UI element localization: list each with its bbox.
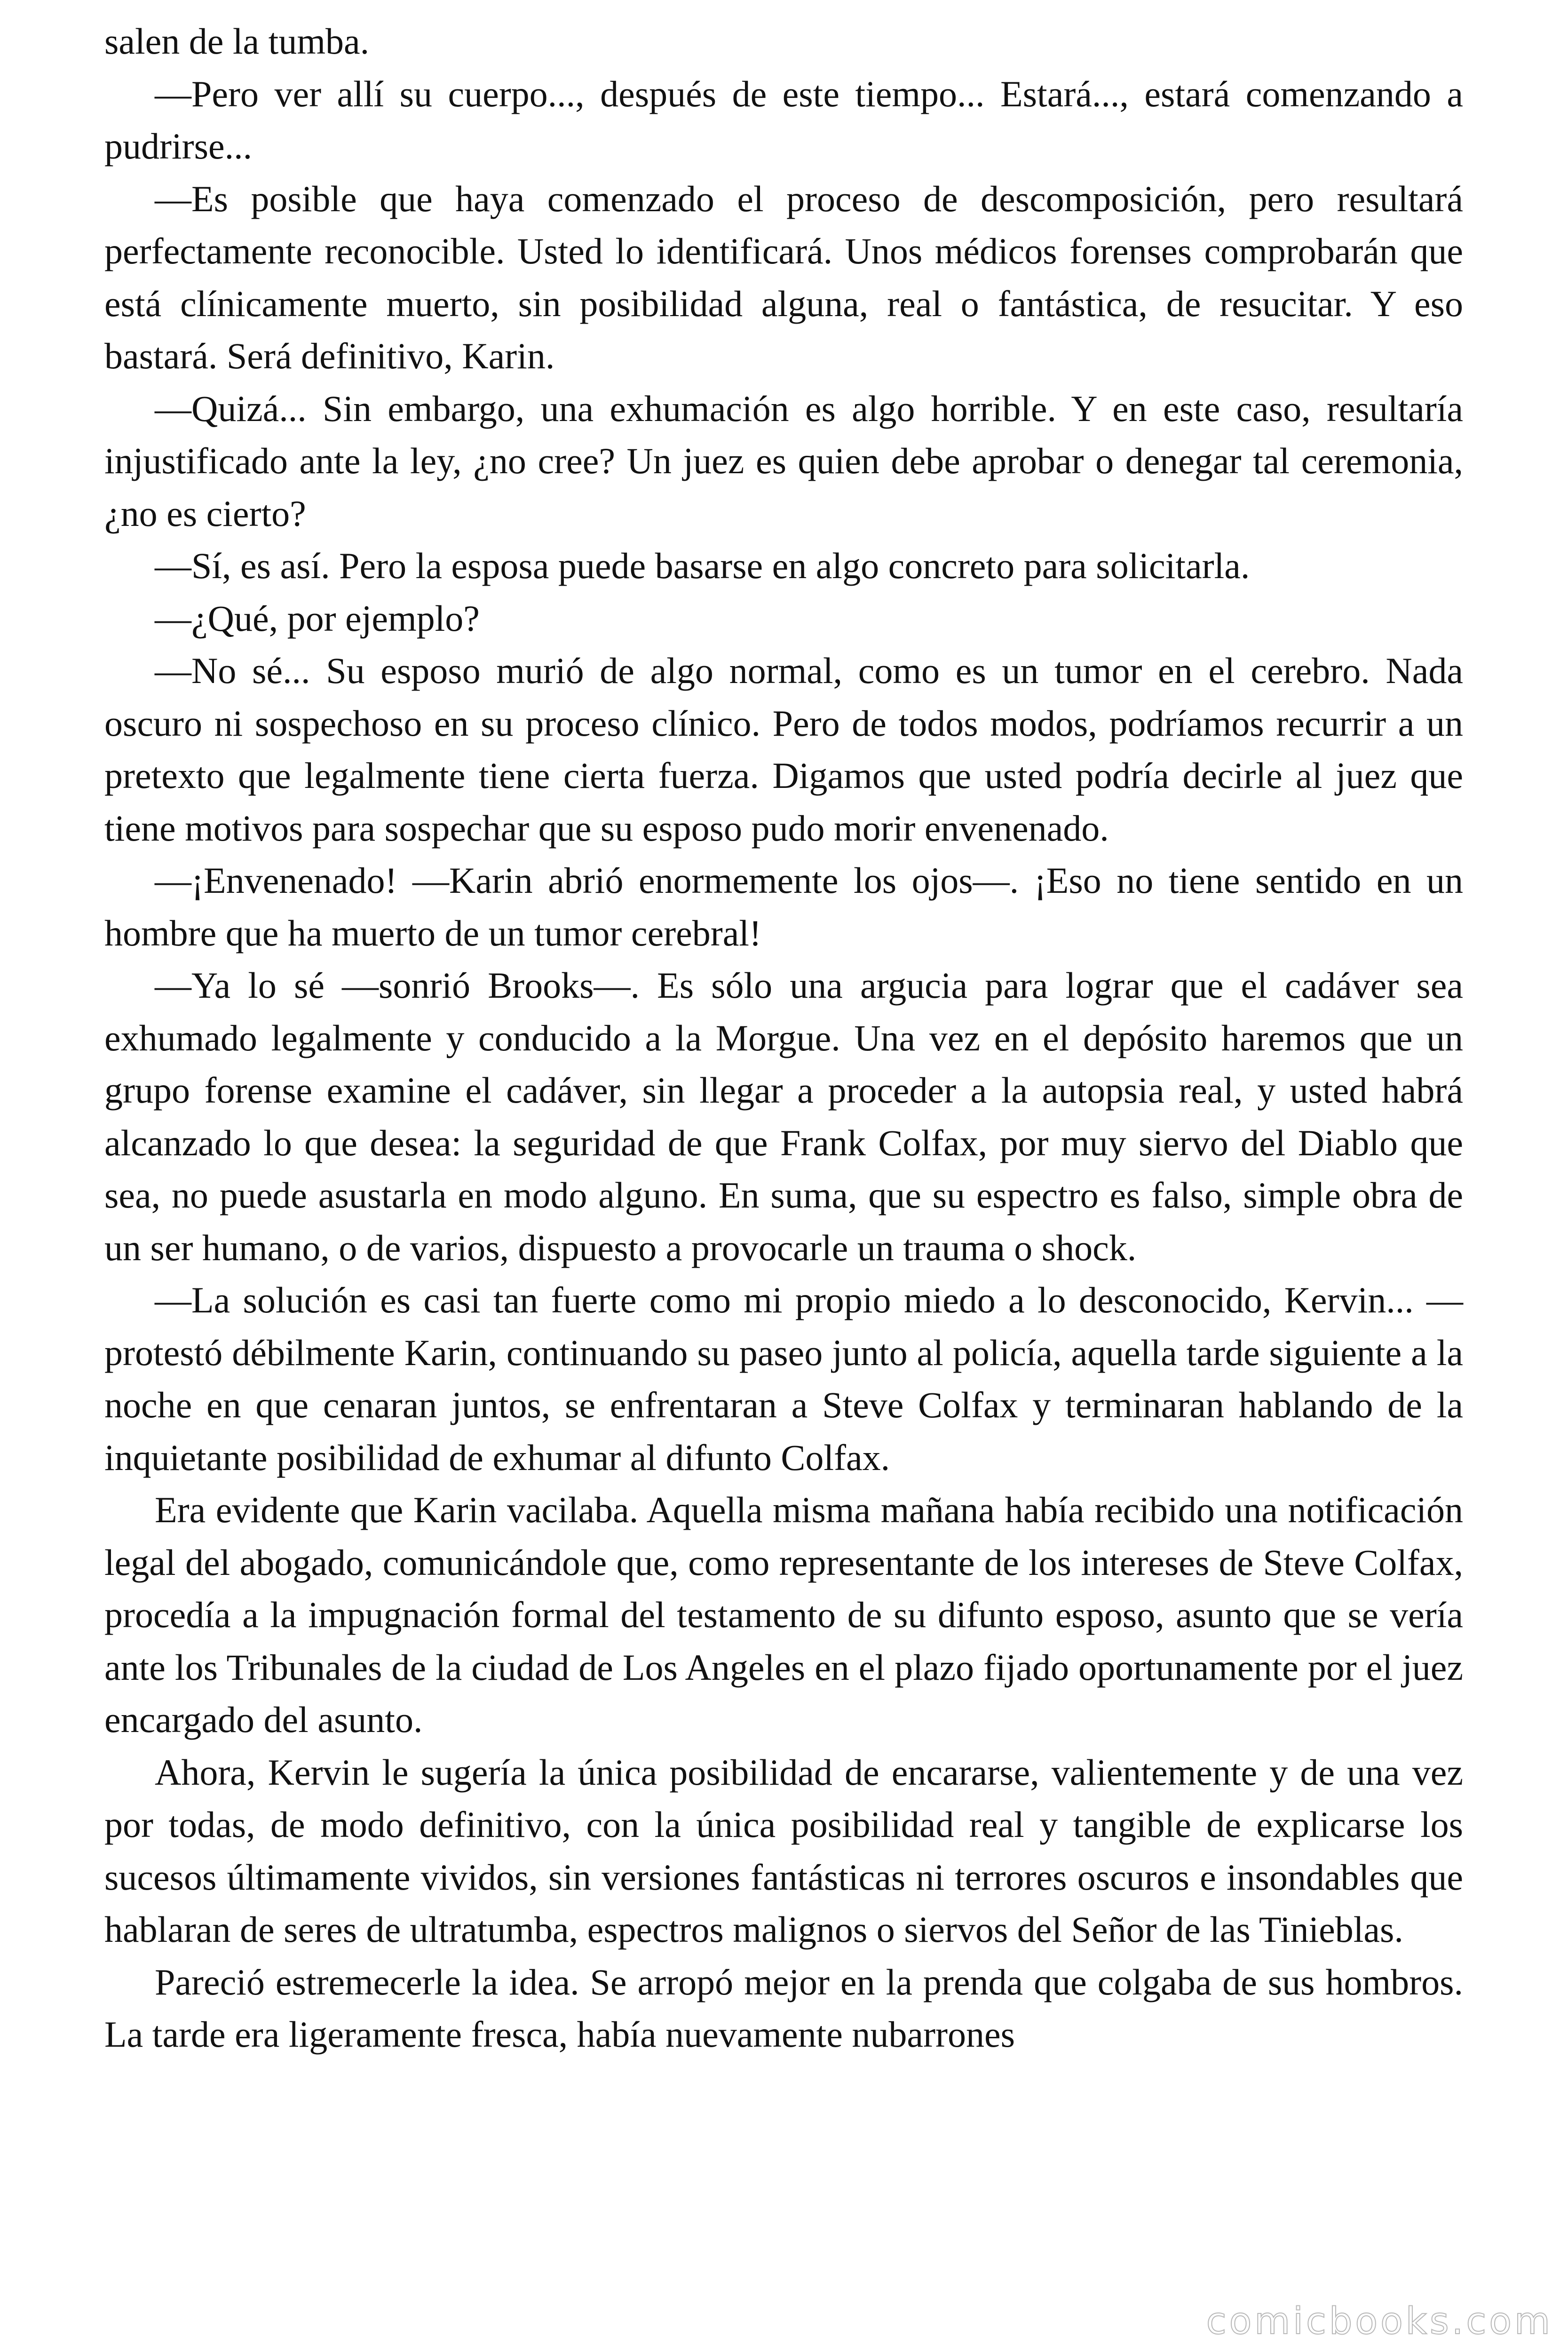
paragraph: —Es posible que haya comenzado el proceso de descomposición, pero resultará perfectamente reconocible. Usted lo identificará. Unos médicos forenses comprobarán que está clínicamente muerto, sin posibilidad alguna, real o fantástica, de resucitar. Y eso bastará. Será definitivo, Karin. [104, 178, 1463, 376]
paragraph: —No sé... Su esposo murió de algo normal, como es un tumor en el cerebro. Nada oscuro ni sospechoso en su proceso clínico. Pero de todos modos, podríamos recurrir a un pretexto que legalmente tiene cierta fuerza. Digamos que usted podría decirle al juez que tiene motivos para sospechar que su esposo pudo morir envenenado. [104, 650, 1463, 849]
paragraph: Ahora, Kervin le sugería la única posibilidad de encararse, valientemente y de una vez por todas, de modo definitivo, con la única posibilidad real y tangible de explicarse los sucesos últimamente vividos, sin versiones fantásticas ni terrores oscuros e insondables que hablaran de seres de ultratumba, espectros malignos o siervos del Señor de las Tinieblas. [104, 1751, 1463, 1950]
paragraph: —La solución es casi tan fuerte como mi propio miedo a lo desconocido, Kervin... —protestó débilmente Karin, continuando su paseo junto al policía, aquella tarde siguiente a la noche en que cenaran juntos, se enfrentaran a Steve Colfax y terminaran hablando de la inquietante posibilidad de exhumar al difunto Colfax. [104, 1279, 1463, 1478]
paragraph: —Sí, es así. Pero la esposa puede basarse en algo concreto para solicitarla. [155, 545, 1250, 586]
paragraph: —¡Envenenado! —Karin abrió enormemente los ojos—. ¡Eso no tiene sentido en un hombre que ha muerto de un tumor cerebral! [104, 860, 1463, 954]
watermark: comicbooks.com [1206, 2300, 1553, 2343]
paragraph: Pareció estremecerle la idea. Se arropó mejor en la prenda que colgaba de sus hombros. La tarde era ligeramente fresca, había nuevamente nubarrones [104, 1961, 1463, 2055]
paragraph: —Quizá... Sin embargo, una exhumación es algo horrible. Y en este caso, resultaría injustificado ante la ley, ¿no cree? Un juez es quien debe aprobar o denegar tal ceremonia, ¿no es cierto? [104, 388, 1463, 534]
body-text [104, 15, 1463, 2061]
paragraph: —¿Qué, por ejemplo? [155, 597, 480, 639]
paragraph-continuation: salen de la tumba. [104, 21, 370, 62]
paragraph: Era evidente que Karin vacilaba. Aquella misma mañana había recibido una notificación legal del abogado, comunicándole que, como representante de los intereses de Steve Colfax, procedía a la impugnación formal del testamento de su difunto esposo, asunto que se vería ante los Tribunales de la ciudad de Los Angeles en el plazo fijado oportunamente por el juez encargado del asunto. [104, 1489, 1463, 1740]
paragraph: —Pero ver allí su cuerpo..., después de este tiempo... Estará..., estará comenzando a pudrirse... [104, 73, 1463, 167]
paragraph: —Ya lo sé —sonrió Brooks—. Es sólo una argucia para lograr que el cadáver sea exhumado legalmente y conducido a la Morgue. Una vez en el depósito haremos que un grupo forense examine el cadáver, sin llegar a proceder a la autopsia real, y usted habrá alcanzado lo que desea: la seguridad de que Frank Colfax, por muy siervo del Diablo que sea, no puede asustarla en modo alguno. En suma, que su espectro es falso, simple obra de un ser humano, o de varios, dispuesto a provocarle un trauma o shock. [104, 965, 1463, 1268]
